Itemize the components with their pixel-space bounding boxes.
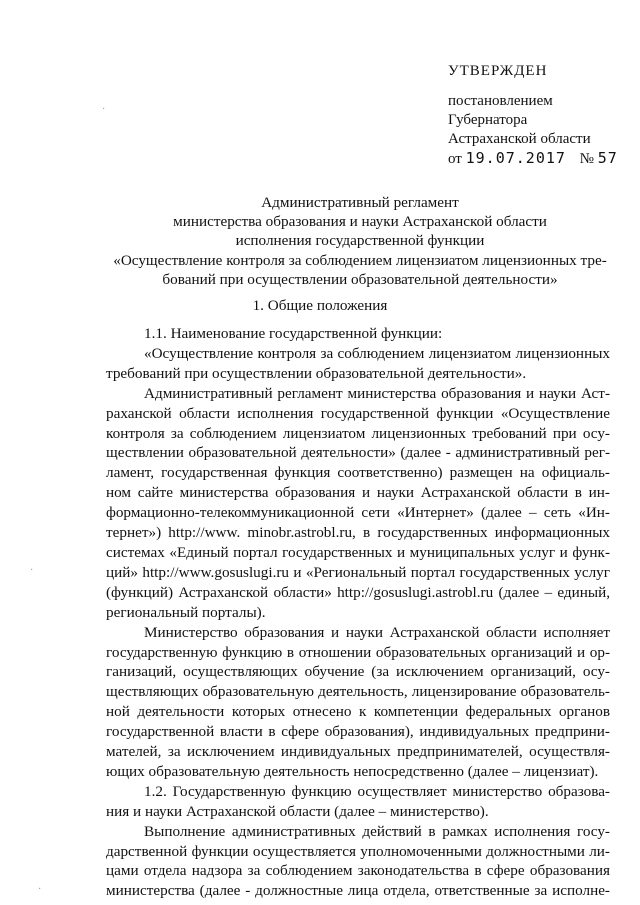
body-line: мателей, за исключением индивидуальных предпринимателей, осуществля- [106, 743, 610, 761]
body-line: региональный порталы). [106, 603, 266, 621]
body-line: системах «Единый портал государственных и муниципальных услуг и функ- [106, 543, 610, 561]
body-line: ния и науки Астраханской области (далее – министерство). [106, 802, 489, 820]
approval-line: постановлением [448, 93, 553, 109]
body-line: ций» http://www.gosuslugi.ru и «Региональный портал государственных услуг [106, 563, 610, 581]
scan-speck: · [102, 104, 106, 115]
body-line: контроля за соблюдением лицензиатом лицензионных требований при осу- [106, 424, 610, 442]
approval-number: 57 [597, 149, 618, 167]
body-text [106, 324, 610, 901]
body-line: Выполнение административных действий в рамках исполнения госу- [144, 822, 610, 840]
body-line: ной деятельности которых отнесено к компетенции федеральных органов [106, 703, 610, 721]
scan-speck: · [38, 884, 42, 895]
number-sign: № [579, 151, 594, 167]
section-heading: 1. Общие положения [252, 297, 388, 314]
body-line: 1.1. Наименование государственной функции: [144, 325, 443, 342]
body-line: раханской области исполнения государственной функции «Осуществление [106, 404, 610, 422]
approval-title: УТВЕРЖДЕН [448, 63, 548, 79]
body-line: ганизаций, осуществляющих обучение (за исключением организаций, осу- [106, 663, 610, 681]
body-line: (функций) Астраханской области» http://gosuslugi.astrobl.ru (далее – единый, [106, 583, 610, 601]
approval-line: Астраханской области [448, 131, 591, 147]
body-line: ющих образовательную деятельность непосредственно (далее – лицензиат). [106, 762, 599, 780]
regulation-title [110, 193, 610, 289]
body-line: Административный регламент министерства образования и науки Аст- [144, 384, 610, 402]
body-line: ном сайте министерства образования и науки Астраханской области в ин- [106, 484, 610, 502]
regulation-title-line: бований при осуществлении образовательной деятельности» [162, 270, 558, 288]
date-prefix: от [448, 151, 462, 167]
regulation-title-line: «Осуществление контроля за соблюдением лицензиатом лицензионных тре- [113, 251, 607, 269]
body-line: Министерство образования и науки Астраханской области исполняет [144, 623, 610, 641]
approval-stamp [448, 62, 618, 169]
approval-date-row [448, 149, 618, 169]
body-line: цами отдела надзора за соблюдением законодательства в сфере образования [106, 862, 610, 880]
approval-date: 19.07.2017 [465, 149, 566, 167]
body-line: ламент, государственная функция соответственно) размещен на официаль- [106, 464, 610, 482]
body-line: тернет») http://www. minobr.astrobl.ru, в государственных информационных [106, 524, 610, 542]
body-line: «Осуществление контроля за соблюдением лицензиатом лицензионных [144, 344, 610, 362]
body-line: дарственной функции осуществляется уполномоченными должностными ли- [106, 842, 610, 860]
body-line: министерства (далее - должностные лица отдела, ответственные за исполне- [106, 882, 610, 900]
body-line: государственную функцию в отношении образовательных организаций и ор- [106, 643, 610, 661]
body-line: требований при осуществлении образовательной деятельности». [106, 364, 527, 382]
regulation-title-line: исполнения государственной функции [235, 232, 485, 250]
body-line: государственной власти в сфере образования), индивидуальных предприни- [106, 723, 610, 741]
approval-line: Губернатора [448, 112, 528, 128]
body-line: ществляющих образовательную деятельность, лицензирование образователь- [106, 683, 610, 701]
body-line: формационно-телекоммуникационной сети «Интернет» (далее – сеть «Ин- [106, 504, 610, 522]
regulation-title-line: Административный регламент [261, 194, 459, 211]
body-line: ществлении образовательной деятельности» (далее - административный рег- [106, 444, 610, 462]
scan-speck: · [30, 565, 34, 576]
body-line: 1.2. Государственную функцию осуществляет министерство образова- [144, 782, 610, 800]
regulation-title-line: министерства образования и науки Астраханской области [173, 213, 547, 231]
